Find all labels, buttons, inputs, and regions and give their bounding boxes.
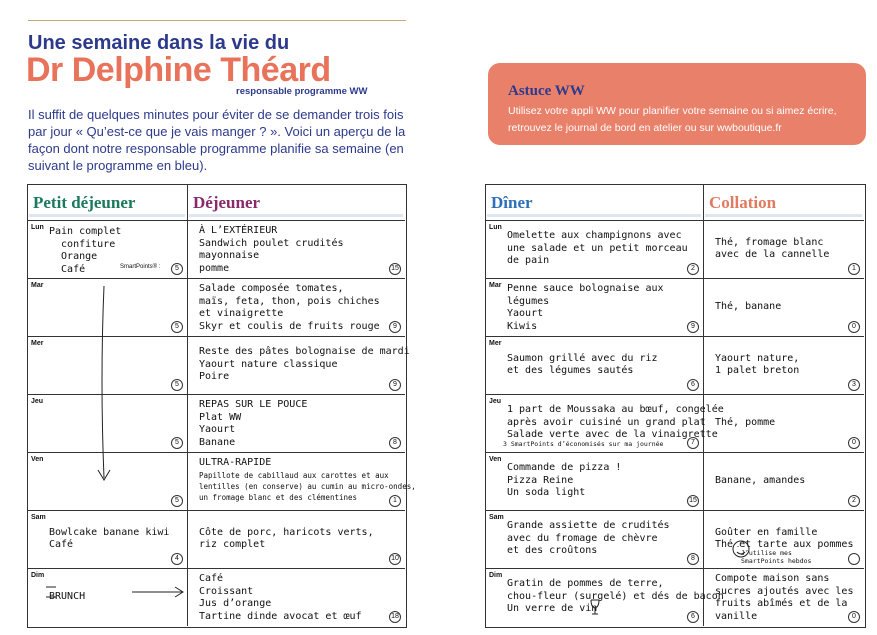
- astuce-body: Utilisez votre appli WW pour planifier votre semaine ou si aimez écrire, retrouvez le journal de bord en atelier ou sur wwboutique.fr: [508, 105, 837, 134]
- smartpoints-badge: 5: [171, 379, 183, 391]
- dejeuner-details: Papillote de cabillaud aux carottes et aux lentilles (en conserve) au cumin au micro-ondes, un fromage blanc et des clémentines: [199, 471, 416, 502]
- row-divider: [27, 452, 405, 453]
- smartpoints-badge: 5: [171, 437, 183, 449]
- smartpoints-badge: 15: [687, 495, 699, 507]
- smartpoints-badge: 9: [389, 379, 401, 391]
- dejeuner-text: À L’EXTÉRIEUR Sandwich poulet crudités mayonnaise pomme: [199, 225, 344, 274]
- smartpoints-badge: 9: [389, 321, 401, 333]
- day-label: Mar: [31, 282, 44, 289]
- column-header-underline: [29, 214, 185, 217]
- dejeuner-text: Salade composée tomates, maïs, feta, thon, pois chiches et vinaigrette Skyr et coulis de fruits rouge: [199, 283, 380, 332]
- row-divider: [27, 220, 405, 221]
- row-divider: [485, 568, 864, 569]
- column-header-underline: [189, 214, 403, 217]
- smartpoints-badge: 5: [171, 263, 183, 275]
- row-divider: [27, 394, 405, 395]
- diner-text: Commande de pizza ! Pizza Reine Un soda light: [507, 462, 622, 499]
- column-divider: [187, 184, 188, 626]
- smartpoints-badge: 18: [389, 611, 401, 623]
- smartpoints-badge: 5: [171, 495, 183, 507]
- smartpoints-badge: 0: [848, 611, 860, 623]
- row-divider: [27, 278, 405, 279]
- title-line: Une semaine dans la vie du: [28, 32, 290, 54]
- smartpoints-badge: 6: [687, 611, 699, 623]
- day-label: Mar: [489, 282, 502, 289]
- dejeuner-text: Reste des pâtes bolognaise de mardi Yaourt nature classique Poire: [199, 346, 410, 383]
- smartpoints-badge: 7: [687, 437, 699, 449]
- row-divider: [27, 510, 405, 511]
- smartpoints-badge: 8: [389, 437, 401, 449]
- smartpoints-badge: [848, 553, 860, 565]
- row-divider: [485, 452, 864, 453]
- smartpoints-badge: 6: [687, 379, 699, 391]
- column-header-petit: Petit déjeuner: [33, 193, 136, 212]
- smartpoints-badge: 5: [171, 321, 183, 333]
- day-label: Mer: [31, 340, 44, 347]
- diner-note: 3 SmartPoints d’économisés sur ma journée: [503, 440, 664, 448]
- dejeuner-text: ULTRA-RAPIDE: [199, 457, 272, 468]
- smartpoints-badge: 0: [848, 437, 860, 449]
- collation-text: Yaourt nature, 1 palet breton: [715, 352, 800, 376]
- top-rule: [28, 20, 406, 21]
- row-divider: [27, 336, 405, 337]
- collation-text: Thé, pomme: [715, 416, 776, 428]
- day-label: Lun: [489, 224, 502, 231]
- row-divider: [485, 220, 864, 221]
- smartpoints-badge: 2: [848, 495, 860, 507]
- day-label: Mer: [489, 340, 502, 347]
- astuce-box: [488, 63, 866, 145]
- collation-text: Thé, fromage blanc avec de la cannelle: [715, 236, 830, 260]
- row-divider: [485, 510, 864, 511]
- doctor-name: Dr Delphine Théard: [26, 51, 331, 89]
- column-header-dejeuner: Déjeuner: [193, 193, 261, 212]
- smartpoints-badge: 10: [389, 553, 401, 565]
- doctor-role: responsable programme WW: [236, 86, 368, 97]
- intro-paragraph: Il suffit de quelques minutes pour éviter de se demander trois fois par jour « Qu’est-ce que je vais manger ? ». Voici un aperçu de la façon dont notre responsable programme planifie sa semaine (en suivant le programme en bleu).: [28, 107, 406, 173]
- diner-text: 1 part de Moussaka au bœuf, congelée après avoir cuisiné un grand plat Salade verte avec de la vinaigrette: [507, 404, 724, 441]
- column-header-collation: Collation: [709, 193, 777, 212]
- smartpoints-badge: 4: [171, 553, 183, 565]
- smartpoints-badge: 3: [848, 379, 860, 391]
- day-label: Sam: [31, 514, 46, 521]
- row-divider: [27, 568, 405, 569]
- day-label: Dim: [31, 572, 45, 579]
- smartpoints-badge: 0: [848, 321, 860, 333]
- collation-note: J’utilise mes SmartPoints hebdos: [741, 549, 812, 565]
- diner-text: Saumon grillé avec du riz et des légumes sautés: [507, 352, 658, 376]
- smartpoints-badge: 1: [848, 263, 860, 275]
- astuce-title: Astuce WW: [508, 83, 585, 99]
- day-label: Ven: [489, 456, 502, 463]
- day-label: Jeu: [489, 398, 502, 405]
- smartpoints-badge: 1: [389, 495, 401, 507]
- diner-text: Grande assiette de crudités avec du fromage de chèvre et des croûtons: [507, 520, 670, 557]
- petit-text: Pain complet confiture Orange Café: [49, 226, 122, 275]
- column-header-underline: [487, 214, 701, 217]
- smartpoints-label: SmartPoints® :: [120, 264, 161, 270]
- dejeuner-text: Côte de porc, haricots verts, riz complet: [199, 526, 374, 550]
- day-label: Dim: [489, 572, 503, 579]
- petit-text: Bowlcake banane kiwi Café: [49, 526, 170, 550]
- day-label: Jeu: [31, 398, 44, 405]
- smartpoints-badge: 2: [687, 263, 699, 275]
- column-header-underline: [705, 214, 862, 217]
- smartpoints-badge: 8: [687, 553, 699, 565]
- diner-text: Penne sauce bolognaise aux légumes Yaourt Kiwis: [507, 283, 664, 332]
- dejeuner-text: REPAS SUR LE POUCE Plat WW Yaourt Banane: [199, 399, 308, 448]
- collation-text: Banane, amandes: [715, 474, 806, 486]
- row-divider: [485, 394, 864, 395]
- diner-text: Omelette aux champignons avec une salade et un petit morceau de pain: [507, 230, 688, 267]
- day-label: Ven: [31, 456, 44, 463]
- day-label: Sam: [489, 514, 504, 521]
- collation-text: Compote maison sans sucres ajoutés avec les fruits abîmés et de la vanille: [715, 573, 854, 622]
- row-divider: [485, 278, 864, 279]
- smartpoints-badge: 15: [389, 263, 401, 275]
- petit-text: BRUNCH: [49, 590, 86, 602]
- collation-text: Thé, banane: [715, 300, 782, 312]
- collation-text: Goûter en famille Thé et tarte aux pommes: [715, 526, 854, 550]
- column-header-diner: Dîner: [491, 193, 533, 212]
- diner-text: Gratin de pommes de terre, chou-fleur (surgelé) et dés de bacon Un verre de vin: [507, 578, 724, 615]
- dejeuner-text: Café Croissant Jus d’orange Tartine dinde avocat et œuf: [199, 573, 362, 622]
- day-label: Lun: [31, 224, 44, 231]
- row-divider: [485, 336, 864, 337]
- smartpoints-badge: 9: [687, 321, 699, 333]
